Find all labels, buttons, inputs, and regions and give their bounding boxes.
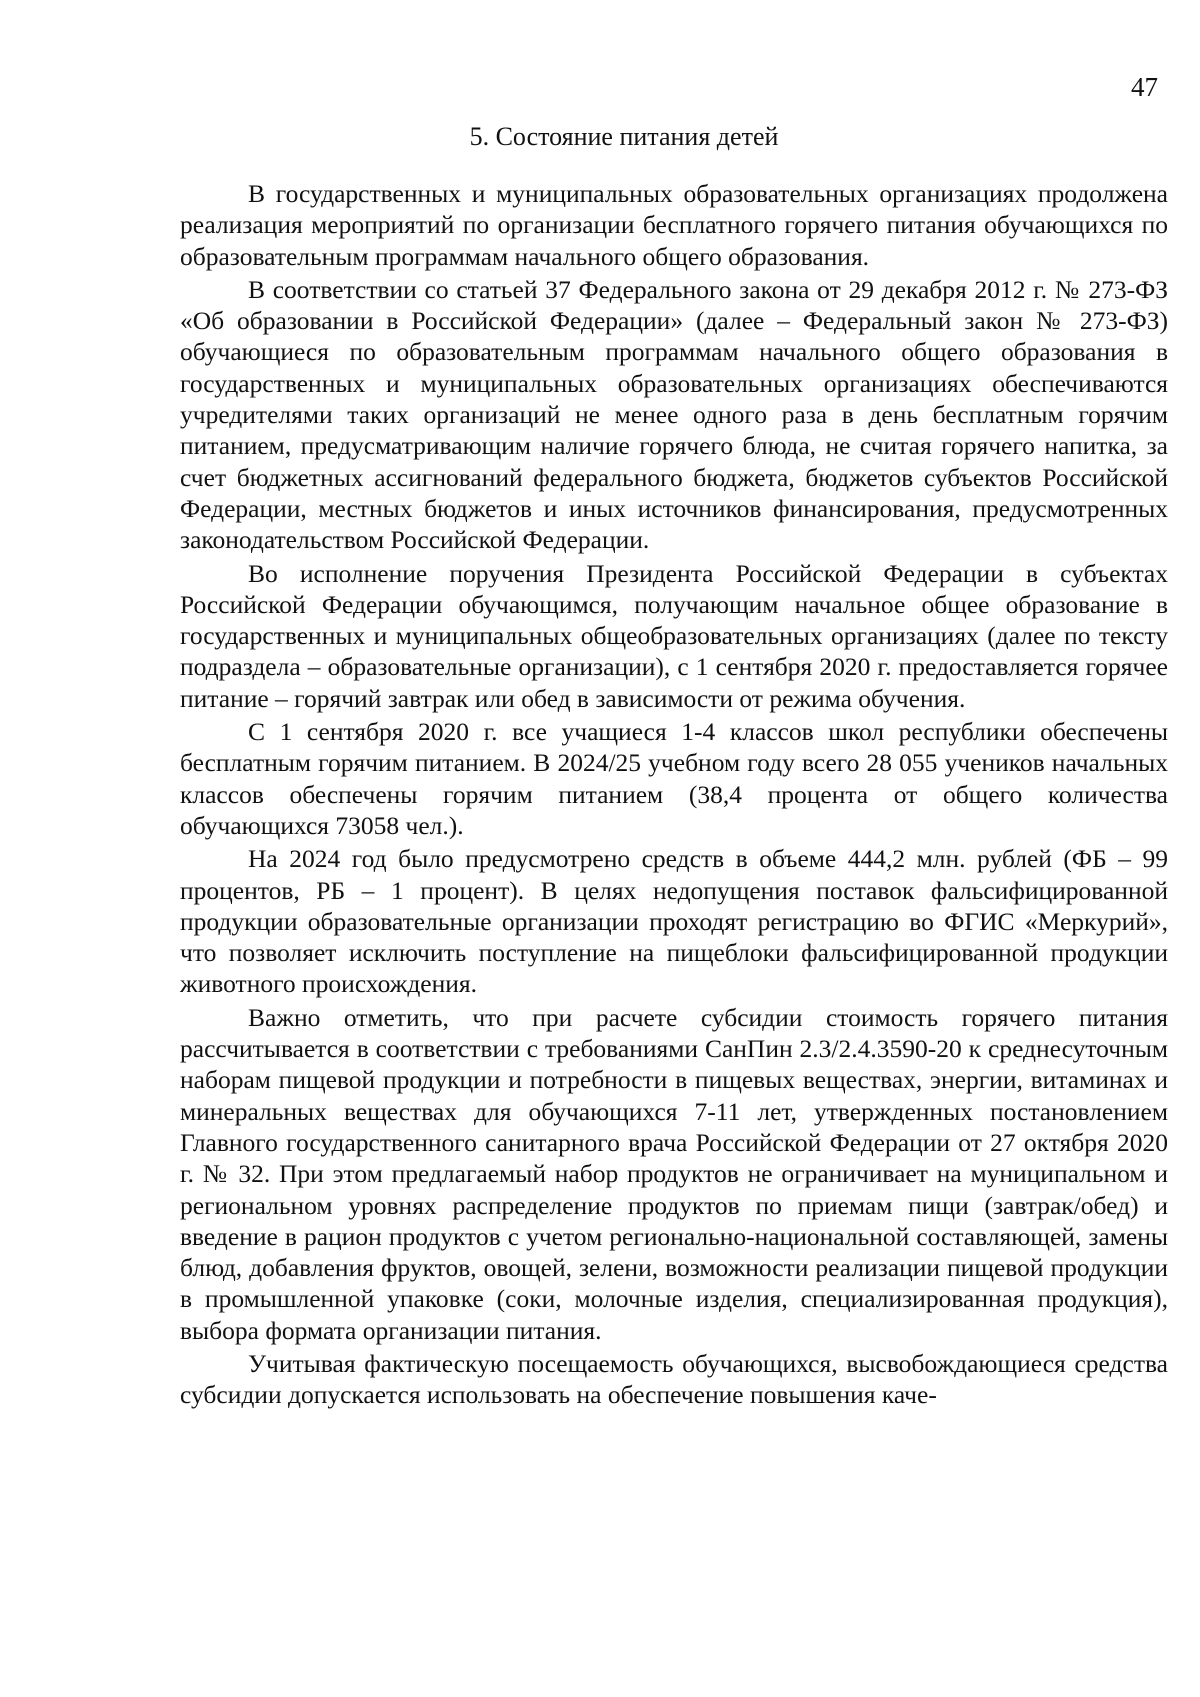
paragraph: Во исполнение поручения Президента Российской Федерации в субъектах Российской Федерации обучающимся, получающим начальное общее образование в государственных и муниципальных общеобразовательных организациях (далее по тексту подраздела – образовательные организации), с 1 сентября 2020 г. предоставляется горячее питание – горячий завтрак или обед в зависимости от режима обучения. (180, 558, 1168, 713)
paragraph: В государственных и муниципальных образовательных организациях продолжена реализация мероприятий по организации бесплатного горячего питания обучающихся по образовательным программам начального общего образования. (180, 179, 1168, 271)
paragraph: Учитывая фактическую посещаемость обучающихся, высвобождающиеся средства субсидии допускается использовать на обеспечение повышения каче- (180, 1348, 1168, 1410)
paragraph: С 1 сентября 2020 г. все учащиеся 1-4 классов школ республики обеспечены бесплатным горячим питанием. В 2024/25 учебном году всего 28 055 учеников начальных классов обеспечены горячим питанием (38,4 процента от общего количества обучающихся 73058 чел.). (180, 717, 1168, 840)
paragraph: Важно отметить, что при расчете субсидии стоимость горячего питания рассчитывается в соответствии с требованиями СанПин 2.3/2.4.3590-20 к среднесуточным наборам пищевой продукции и потребности в пищевых веществах, энергии, витаминах и минеральных веществах для обучающихся 7-11 лет, утвержденных постановлением Главного государственного санитарного врача Российской Федерации от 27 октября 2020 г. № 32. При этом предлагаемый набор продуктов не ограничивает на муниципальном и региональном уровнях распределение продуктов по приемам пищи (завтрак/обед) и введение в рацион продуктов с учетом регионально-национальной составляющей, замены блюд, добавления фруктов, овощей, зелени, возможности реализации пищевой продукции в промышленной упаковке (соки, молочные изделия, специализированная продукция), выбора формата организации питания. (180, 1002, 1168, 1345)
body-text (180, 178, 1168, 1413)
paragraph: В соответствии со статьей 37 Федерального закона от 29 декабря 2012 г. № 273-ФЗ «Об образовании в Российской Федерации» (далее – Федеральный закон № 273-ФЗ) обучающиеся по образовательным программам начального общего образования в государственных и муниципальных образовательных организациях обеспечиваются учредителями таких организаций не менее одного раза в день бесплатным горячим питанием, предусматривающим наличие горячего блюда, не считая горячего напитка, за счет бюджетных ассигнований федерального бюджета, бюджетов субъектов Российской Федерации, местных бюджетов и иных источников финансирования, предусмотренных законодательством Российской Федерации. (180, 274, 1168, 555)
section-heading: 5. Состояние питания детей (469, 122, 779, 151)
page-number: 47 (1131, 72, 1158, 102)
paragraph: На 2024 год было предусмотрено средств в объеме 444,2 млн. рублей (ФБ – 99 процентов, РБ – 1 процент). В целях недопущения поставок фальсифицированной продукции образовательные организации проходят регистрацию во ФГИС «Меркурий», что позволяет исключить поступление на пищеблоки фальсифицированной продукции животного происхождения. (180, 844, 1168, 999)
